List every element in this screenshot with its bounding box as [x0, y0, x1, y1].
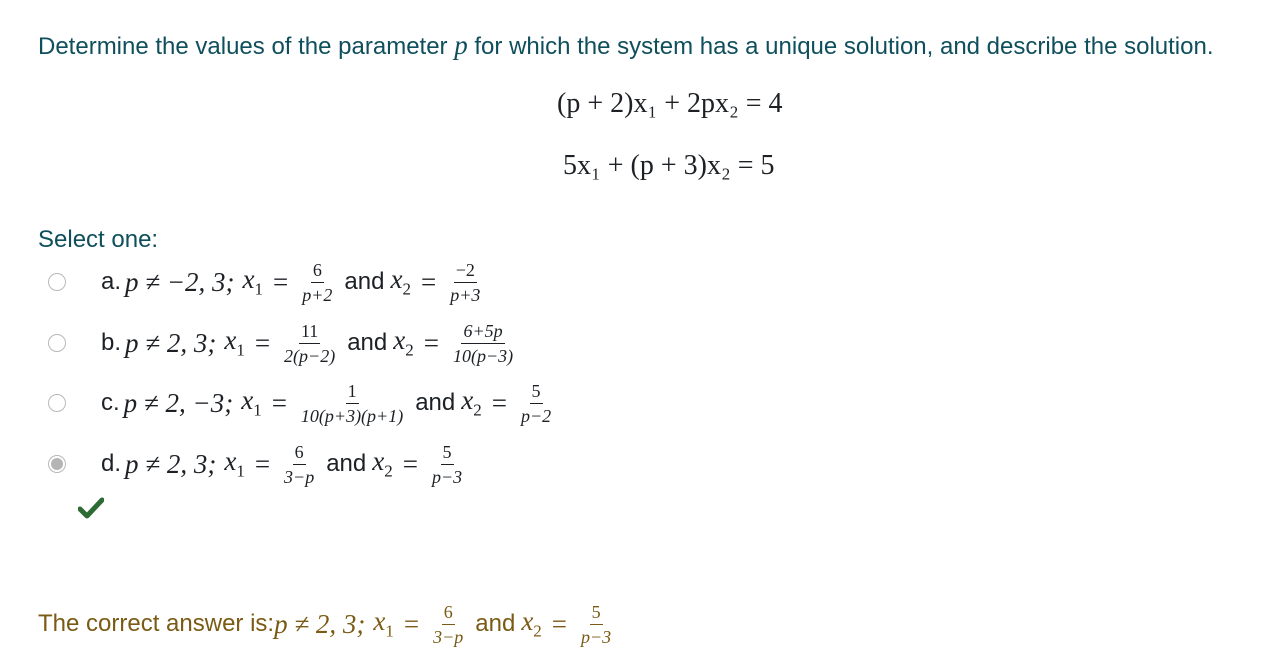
correct-answer-label: The correct answer is: — [38, 610, 275, 637]
correct-answer-feedback — [38, 596, 615, 652]
option-a[interactable] — [48, 257, 484, 307]
x2-fraction: $\frac{5}{p-3}$ — [581, 601, 612, 647]
option-c[interactable] — [48, 378, 555, 428]
option-letter: a. — [101, 268, 122, 295]
and-label: and — [475, 610, 516, 637]
x1-fraction: $\frac{6}{p+2}$ — [302, 259, 333, 305]
radio-option-a[interactable] — [48, 273, 66, 291]
x2-fraction: $\frac{5}{p-3}$ — [431, 441, 463, 487]
x1-fraction: $\frac{6}{3-p}$ — [284, 441, 315, 487]
option-b[interactable] — [48, 318, 517, 368]
system-equation-1: (p + 2)x₁ + 2px₂ = 4 — [557, 88, 783, 119]
x1-fraction: $\frac{11}{2(p-2)}$ — [284, 320, 336, 366]
x2-expression: $x_2$ = $\frac{5}{p-2}$ — [461, 380, 552, 426]
x2-fraction: $\frac{5}{p-2}$ — [520, 380, 552, 426]
radio-option-b[interactable] — [48, 334, 66, 352]
option-letter: b. — [101, 329, 122, 356]
option-d[interactable] — [48, 439, 466, 489]
x2-fraction: $\frac{6+5p}{10(p-3)}$ — [452, 320, 514, 366]
radio-option-d[interactable] — [48, 455, 66, 473]
option-condition: p ≠ −2, 3; $x_1$ = $\frac{6}{p+2}$ — [125, 259, 333, 305]
radio-option-c[interactable] — [48, 394, 66, 412]
and-label: and — [326, 450, 367, 477]
question-text-before: Determine the values of the parameter — [38, 33, 455, 60]
x2-expression: $x_2$ = $\frac{-2}{p+3}$ — [390, 259, 481, 305]
option-condition: p ≠ 2, 3; $x_1$ = $\frac{11}{2(p-2)}$ — [125, 320, 336, 366]
check-icon — [78, 496, 104, 520]
correct-answer-condition: p ≠ 2, 3; $x_1$ = $\frac{6}{3-p}$ — [274, 601, 464, 647]
option-condition: p ≠ 2, −3; $x_1$ = $\frac{1}{10(p+3)(p+1)}$ — [123, 380, 404, 426]
x1-fraction: $\frac{1}{10(p+3)(p+1)}$ — [300, 380, 404, 426]
and-label: and — [344, 268, 385, 295]
and-label: and — [415, 389, 456, 416]
system-equation-2: 5x₁ + (p + 3)x₂ = 5 — [563, 150, 775, 181]
option-condition: p ≠ 2, 3; $x_1$ = $\frac{6}{3-p}$ — [125, 441, 315, 487]
option-a-body[interactable] — [101, 260, 484, 305]
option-c-body[interactable] — [101, 381, 555, 426]
question-variable: p — [454, 30, 468, 60]
option-d-body[interactable] — [101, 442, 466, 487]
option-letter: d. — [101, 450, 122, 477]
option-letter: c. — [101, 389, 120, 416]
question-text — [38, 30, 1214, 61]
option-b-body[interactable] — [101, 321, 517, 366]
question-text-after: for which the system has a unique solution, and describe the solution. — [467, 33, 1214, 60]
x2-expression: $x_2$ = $\frac{6+5p}{10(p-3)}$ — [393, 320, 514, 366]
x2-expression: $x_2$ = $\frac{5}{p-3}$ — [521, 601, 612, 647]
x2-fraction: $\frac{-2}{p+3}$ — [450, 259, 481, 305]
and-label: and — [347, 329, 388, 356]
x1-fraction: $\frac{6}{3-p}$ — [433, 601, 464, 647]
select-one-label: Select one: — [38, 226, 159, 253]
x2-expression: $x_2$ = $\frac{5}{p-3}$ — [372, 441, 463, 487]
